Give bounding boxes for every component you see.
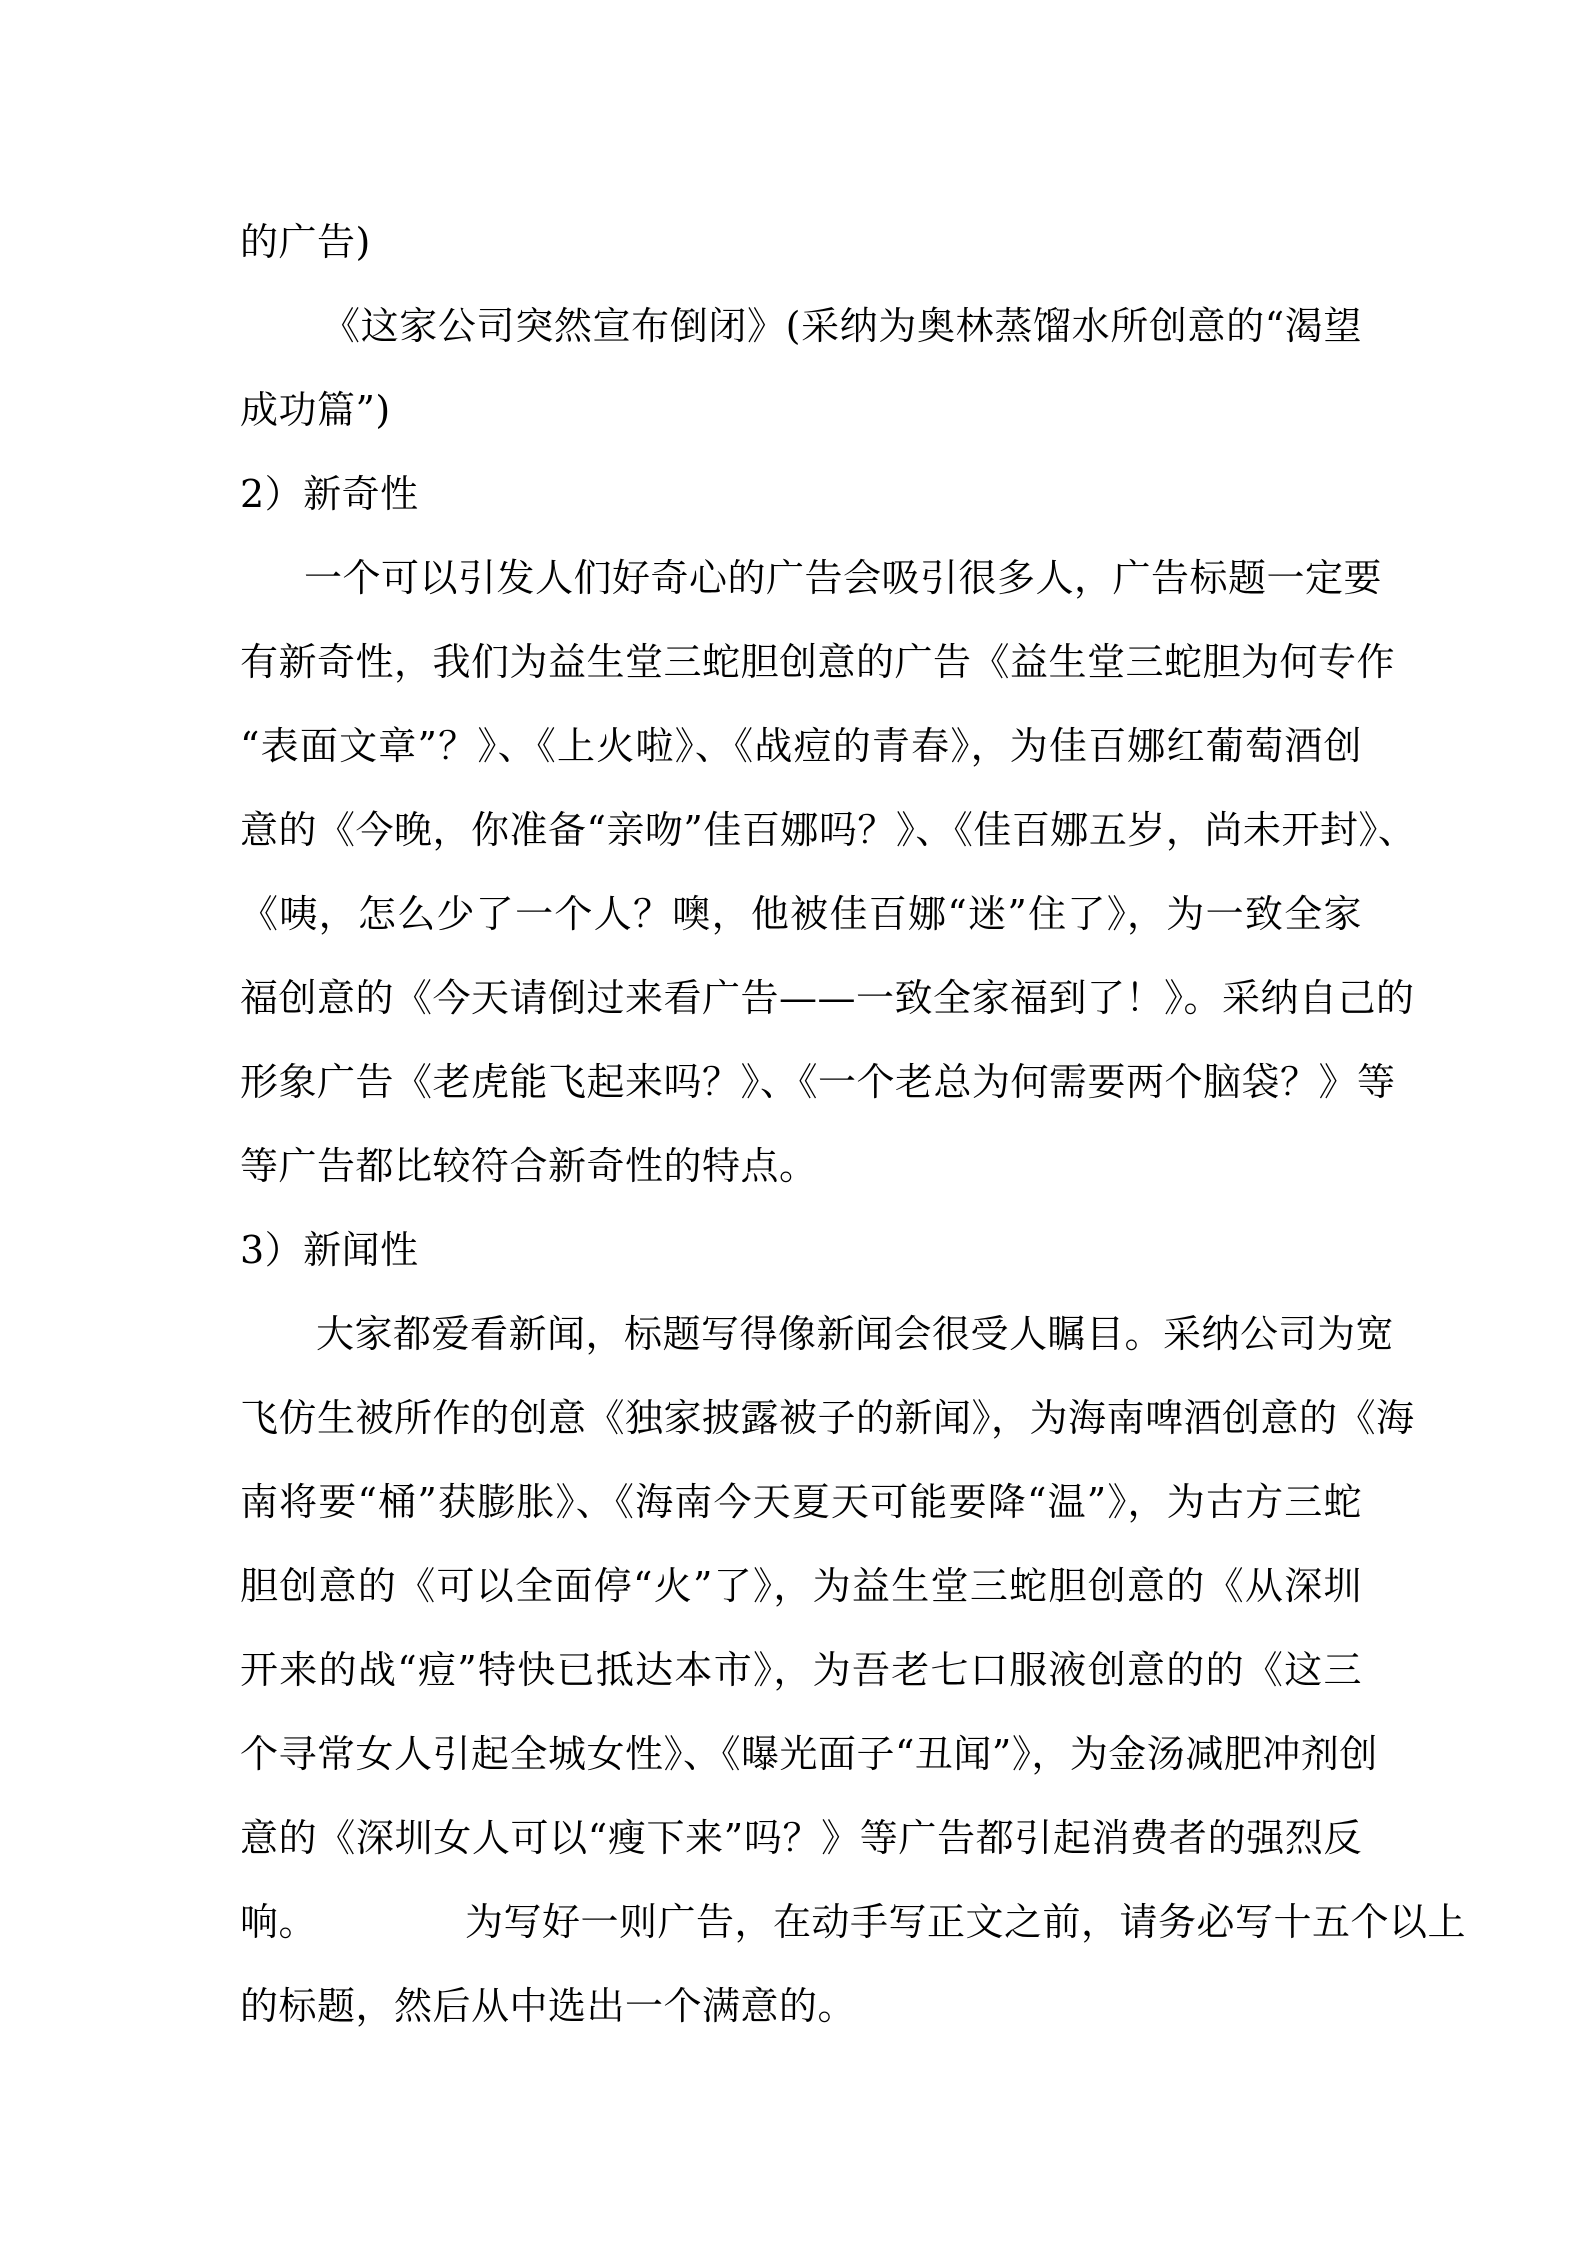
document-page: [240, 200, 1467, 2048]
paragraph-fragment: 响。: [240, 1900, 318, 1944]
paragraph-line: 飞仿生被所作的创意《独家披露被子的新闻》，为海南啤酒创意的《海: [240, 1396, 1415, 1440]
paragraph-line: 有新奇性，我们为益生堂三蛇胆创意的广告《益生堂三蛇胆为何专作: [240, 640, 1396, 684]
paragraph-line: 形象广告《老虎能飞起来吗？》、《一个老总为何需要两个脑袋？》等: [240, 1060, 1396, 1104]
paragraph-line: 南将要“桶”获膨胀》、《海南今天夏天可能要降“温”》，为古方三蛇: [240, 1480, 1362, 1524]
paragraph-line: 胆创意的《可以全面停“火”了》，为益生堂三蛇胆创意的《从深圳: [240, 1564, 1362, 1608]
paragraph-line: 的广告): [240, 220, 371, 264]
paragraph-line-mixed: [240, 1880, 1467, 1964]
paragraph-line: 大家都爱看新闻，标题写得像新闻会很受人瞩目。采纳公司为宽: [316, 1312, 1395, 1356]
paragraph-line: 意的《今晚，你准备“亲吻”佳百娜吗？》、《佳百娜五岁，尚未开封》、: [240, 808, 1417, 852]
paragraph-line: 《咦，怎么少了一个人？噢，他被佳百娜“迷”住了》，为一致全家: [240, 892, 1362, 936]
paragraph-line: 开来的战“痘”特快已抵达本市》，为吾老七口服液创意的的《这三: [240, 1648, 1362, 1692]
paragraph-line: 个寻常女人引起全城女性》、《曝光面子“丑闻”》，为金汤减肥冲剂创: [240, 1732, 1378, 1776]
paragraph-fragment: 为写好一则广告，在动手写正文之前，请务必写十五个以上: [465, 1900, 1467, 1944]
section-heading-novelty: 2）新奇性: [240, 472, 419, 516]
paragraph-line: 福创意的《今天请倒过来看广告——一致全家福到了！》。采纳自己的: [240, 976, 1415, 1020]
paragraph-line: 意的《深圳女人可以“瘦下来”吗？》等广告都引起消费者的强烈反: [240, 1816, 1362, 1860]
paragraph-line: 一个可以引发人们好奇心的广告会吸引很多人，广告标题一定要: [304, 556, 1383, 600]
section-heading-newsworthiness: 3）新闻性: [240, 1228, 419, 1272]
paragraph-line: 等广告都比较符合新奇性的特点。: [240, 1144, 818, 1188]
paragraph-line: 的标题，然后从中选出一个满意的。: [240, 1984, 857, 2028]
paragraph-line: “表面文章”？》、《上火啦》、《战痘的青春》，为佳百娜红葡萄酒创: [240, 724, 1362, 768]
paragraph-line: 成功篇”): [240, 388, 391, 432]
paragraph-line: 《这家公司突然宣布倒闭》(采纳为奥林蒸馏水所创意的“渴望: [322, 304, 1362, 348]
